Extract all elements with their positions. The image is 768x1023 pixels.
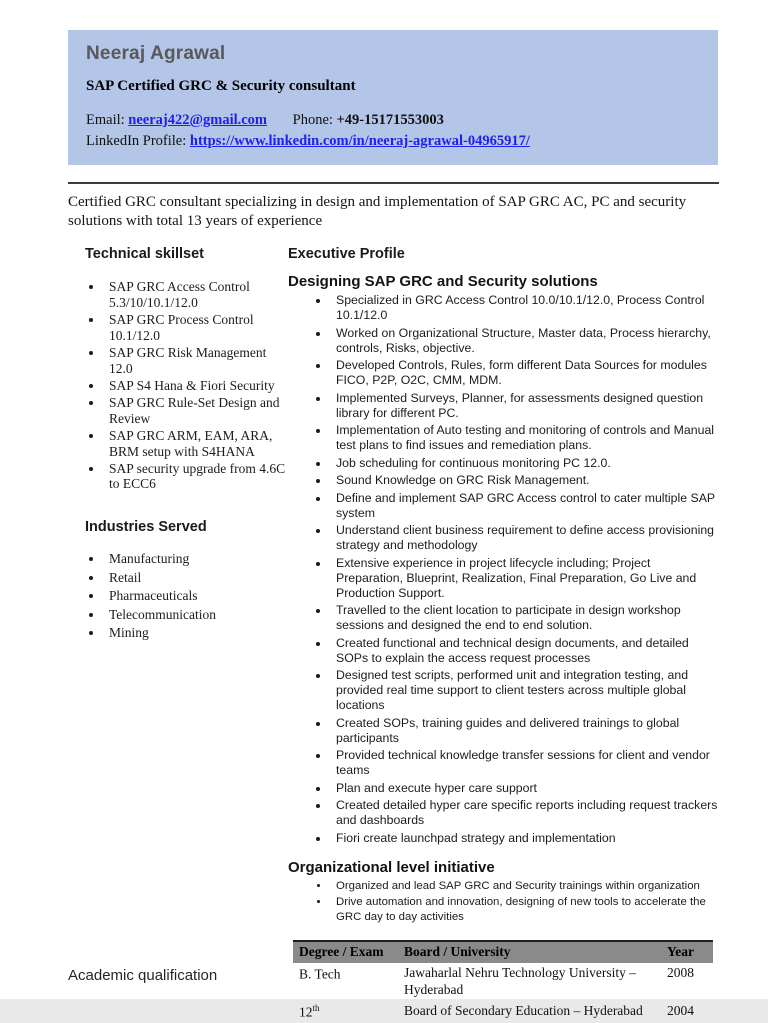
academic-qualification-label: Academic qualification — [68, 967, 218, 985]
list-item: • Drive automation and innovation, designing of new tools to accelerate the GRC day to day activities — [330, 895, 719, 925]
year-cell: 2004 — [667, 1003, 694, 1019]
org-initiative-heading: Organizational level initiative — [288, 858, 495, 876]
list-item: • SAP GRC Process Control 10.1/12.0 — [104, 312, 288, 344]
list-item: • Understand client business requirement to define access provisioning strategy and methodology — [330, 523, 719, 553]
phone-label: Phone: — [292, 112, 333, 128]
table-row — [293, 1001, 713, 1023]
executive-bullet-list — [288, 293, 719, 846]
board-cell: Jawaharlal Nehru Technology University – Hyderabad — [404, 965, 636, 998]
list-item: • Mining — [104, 625, 288, 641]
org-initiative-list — [288, 879, 719, 924]
linkedin-label: LinkedIn Profile: — [86, 132, 187, 149]
list-item: • SAP S4 Hana & Fiori Security — [104, 378, 288, 394]
list-item: • Telecommunication — [104, 607, 288, 623]
contact-block — [86, 110, 704, 151]
table-header-cell: Degree / Exam — [293, 941, 398, 963]
right-column — [288, 246, 719, 925]
person-title: SAP Certified GRC & Security consultant — [86, 78, 356, 94]
list-item: • Extensive experience in project lifecycle including; Project Preparation, Blueprint, Realization, Final Preparation, Go Live and Production Support. — [330, 556, 719, 601]
degree-cell: 12th — [299, 1003, 320, 1020]
list-item: • Organized and lead SAP GRC and Security trainings within organization — [330, 879, 719, 894]
table-header-row — [293, 941, 713, 963]
list-item: • SAP GRC Rule-Set Design and Review — [104, 395, 288, 427]
technical-skillset-heading: Technical skillset — [85, 246, 205, 263]
list-item: • Created SOPs, training guides and delivered trainings to global participants — [330, 716, 719, 746]
email-label: Email: — [86, 112, 125, 128]
table-header-cell: Board / University — [398, 941, 661, 963]
two-column-body — [68, 246, 719, 925]
list-item: • SAP security upgrade from 4.6C to ECC6 — [104, 461, 288, 493]
left-column — [68, 246, 288, 925]
industries-list — [85, 551, 288, 641]
email-link[interactable]: neeraj422@gmail.com — [128, 112, 268, 128]
list-item: • Retail — [104, 570, 288, 586]
designing-solutions-heading: Designing SAP GRC and Security solutions — [288, 273, 598, 291]
list-item: • Fiori create launchpad strategy and implementation — [330, 831, 719, 846]
list-item: • Travelled to the client location to participate in design workshop sessions and designed the end to end solution. — [330, 603, 719, 633]
list-item: • Worked on Organizational Structure, Master data, Process hierarchy, controls, Risks, objective. — [330, 326, 719, 356]
divider-rule — [68, 182, 719, 184]
list-item: • Implementation of Auto testing and monitoring of controls and Manual test plans to find issues and remediation plans. — [330, 423, 719, 453]
list-item: • SAP GRC Access Control 5.3/10/10.1/12.0 — [104, 279, 288, 311]
contact-line-linkedin — [86, 131, 704, 152]
table-row — [293, 963, 713, 1001]
degree-cell: B. Tech — [299, 966, 341, 982]
year-cell: 2008 — [667, 965, 694, 981]
list-item: • Specialized in GRC Access Control 10.0/10.1/12.0, Process Control 10.1/12.0 — [330, 293, 719, 323]
list-item: • Manufacturing — [104, 551, 288, 567]
summary-text: Certified GRC consultant specializing in design and implementation of SAP GRC AC, PC and security solutions with total 13 years of experience — [68, 194, 687, 230]
list-item: • Sound Knowledge on GRC Risk Management. — [330, 473, 719, 488]
contact-line-email-phone — [86, 110, 704, 131]
person-name: Neeraj Agrawal — [86, 43, 226, 64]
phone-number: +49-15171553003 — [336, 112, 444, 128]
list-item: • Plan and execute hyper care support — [330, 781, 719, 796]
education-table — [293, 940, 713, 1023]
education-table-body — [293, 963, 713, 1023]
executive-profile-heading: Executive Profile — [288, 246, 405, 263]
list-item: • Pharmaceuticals — [104, 588, 288, 604]
skills-list — [85, 279, 288, 492]
table-header-cell: Year — [661, 941, 713, 963]
list-item: • Created detailed hyper care specific reports including request trackers and dashboards — [330, 798, 719, 828]
list-item: • Created functional and technical design documents, and detailed SOPs to explain the access request processes — [330, 636, 719, 666]
list-item: • Job scheduling for continuous monitoring PC 12.0. — [330, 456, 719, 471]
list-item: • SAP GRC Risk Management 12.0 — [104, 345, 288, 377]
industries-served-heading: Industries Served — [85, 519, 207, 536]
list-item: • Provided technical knowledge transfer sessions for client and vendor teams — [330, 748, 719, 778]
linkedin-link[interactable]: https://www.linkedin.com/in/neeraj-agrawal-04965917/ — [189, 132, 530, 149]
list-item: • SAP GRC ARM, EAM, ARA, BRM setup with S4HANA — [104, 428, 288, 460]
education-table-header — [293, 941, 713, 963]
list-item: • Implemented Surveys, Planner, for assessments designed question library for different PC. — [330, 391, 719, 421]
academic-section — [68, 940, 719, 1023]
board-cell: Board of Secondary Education – Hyderabad — [404, 1003, 643, 1019]
list-item: • Designed test scripts, performed unit and integration testing, and provided real time support to client testers across multiple global locations — [330, 668, 719, 713]
header-banner — [68, 30, 718, 165]
list-item: • Define and implement SAP GRC Access control to cater multiple SAP system — [330, 491, 719, 521]
list-item: • Developed Controls, Rules, form different Data Sources for modules FICO, P2P, O2C, CMM, MDM. — [330, 358, 719, 388]
